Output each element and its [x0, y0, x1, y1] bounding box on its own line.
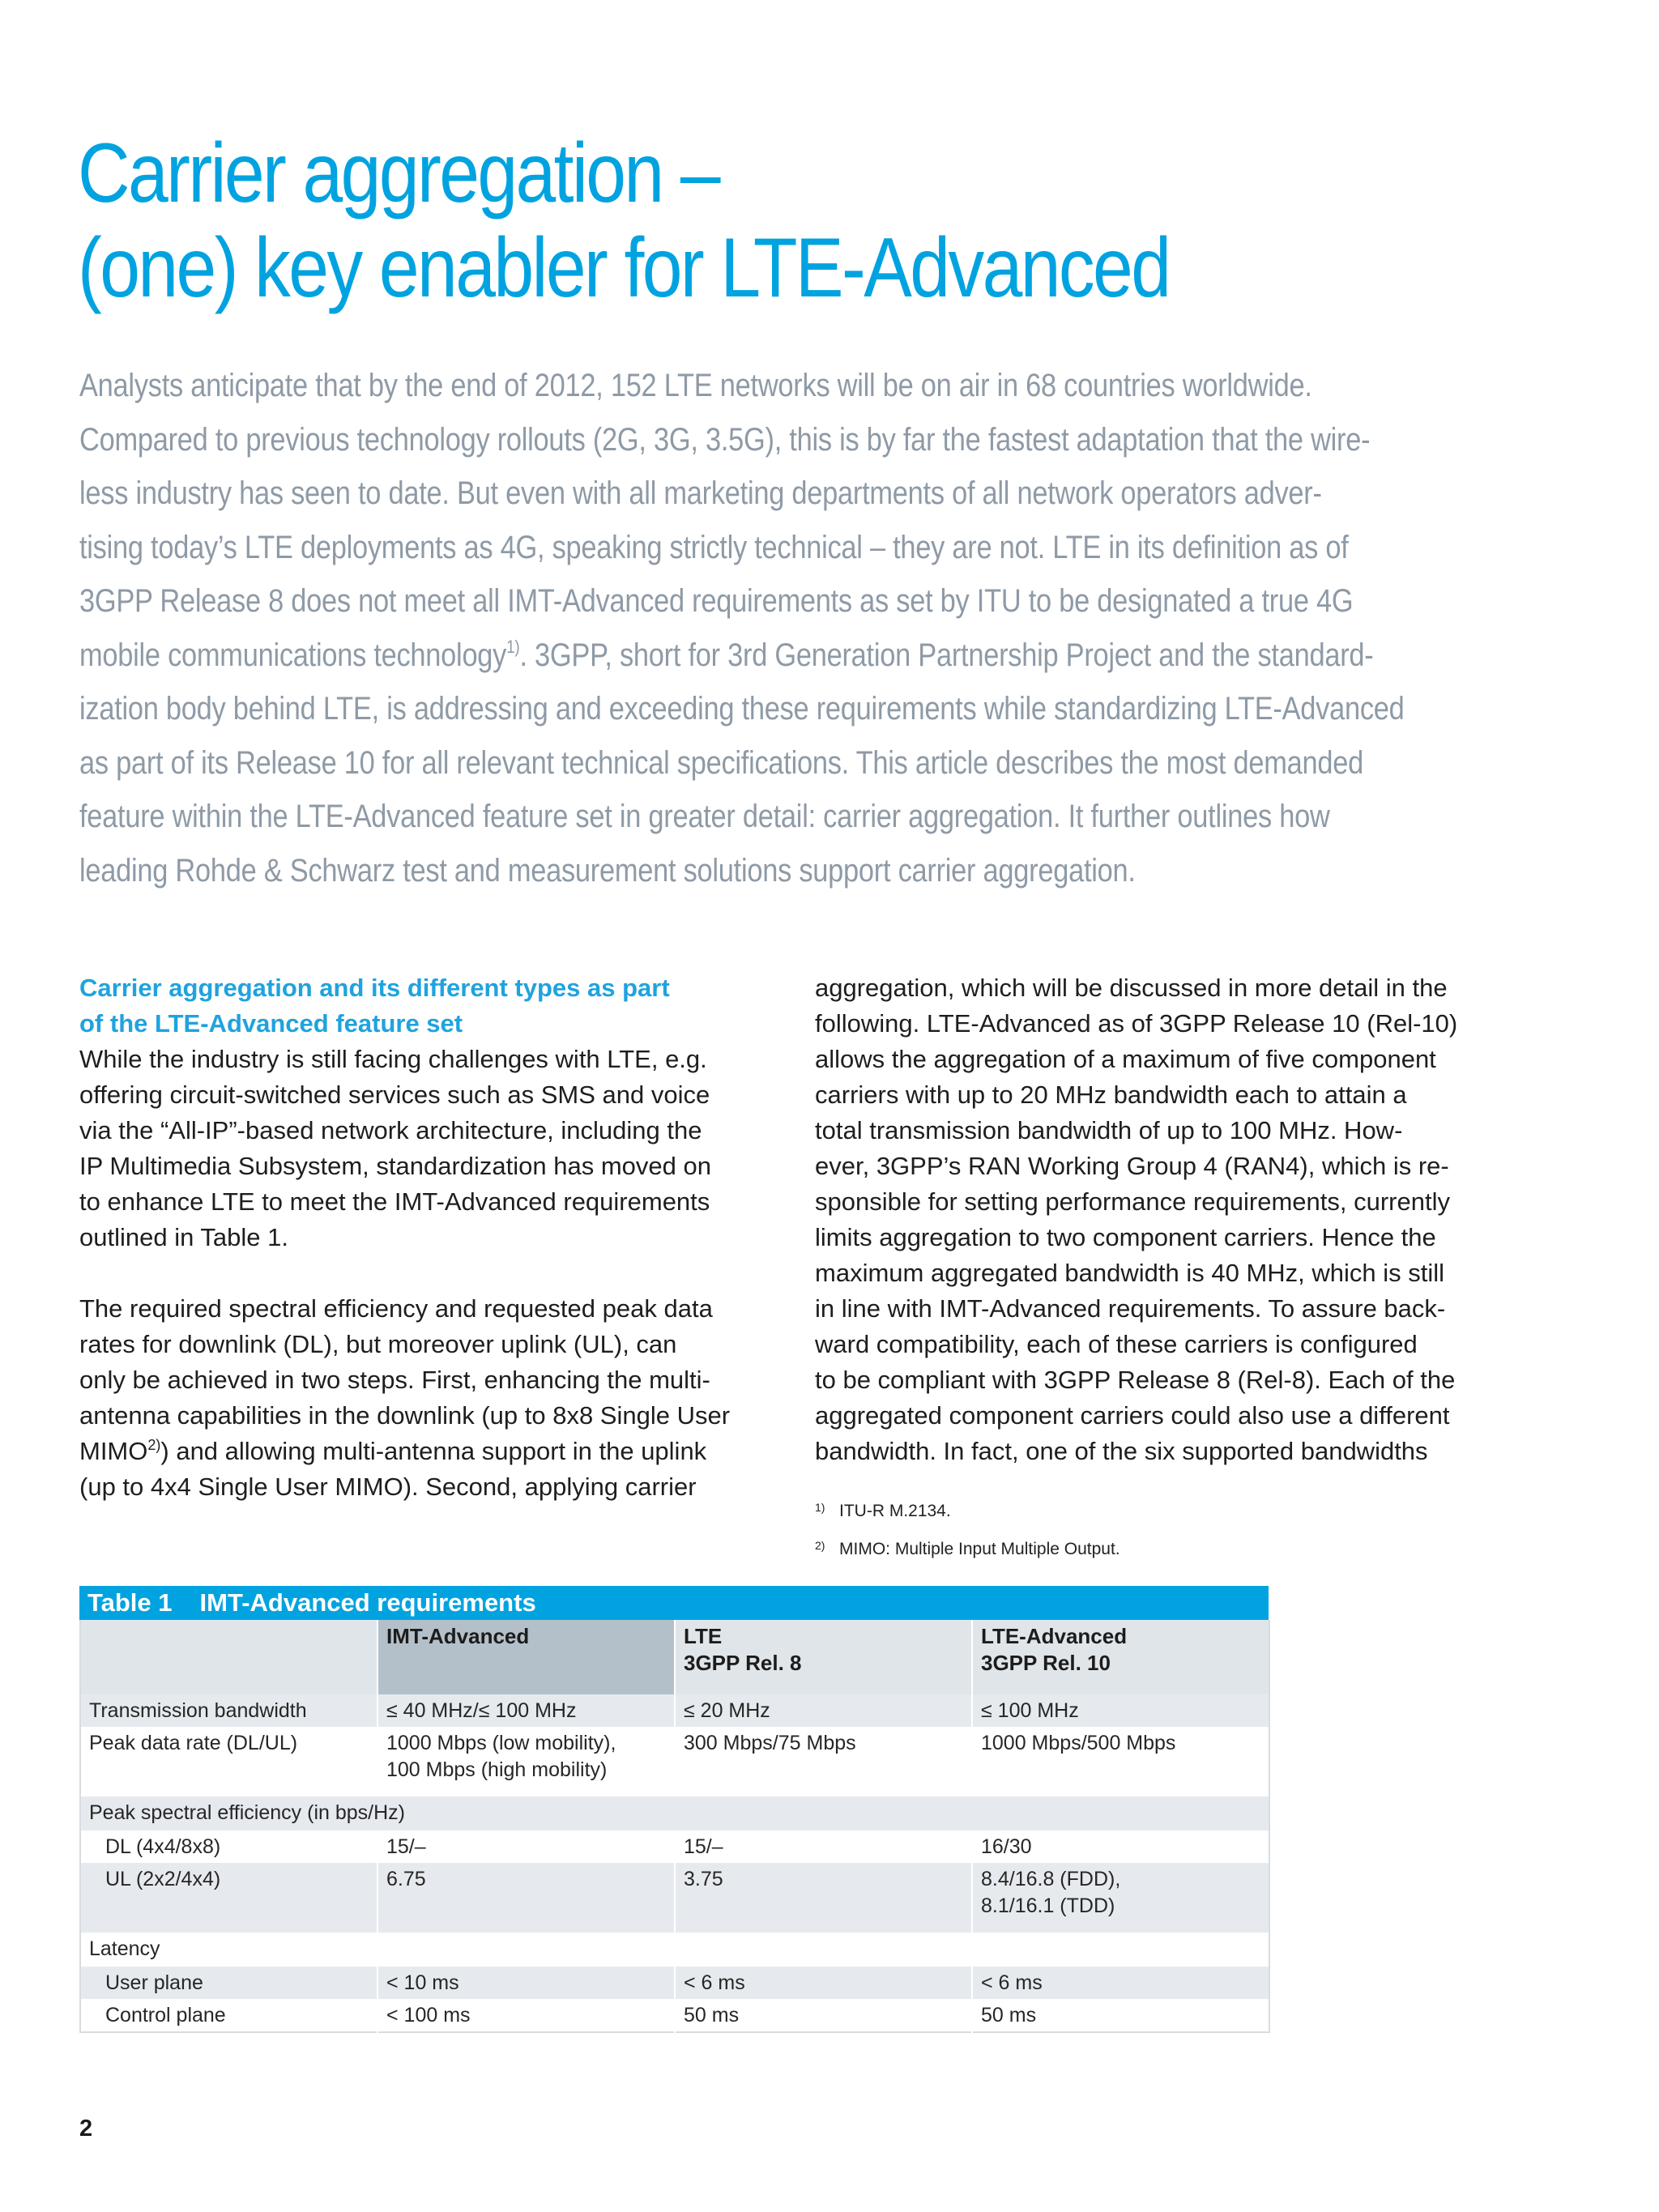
table-cell: 50 ms: [972, 1999, 1269, 2032]
table-cell: [377, 1727, 675, 1796]
left-column: [79, 970, 808, 1505]
footnote: [815, 1490, 1120, 1528]
body-text: ) and allowing multi-antenna support in the uplink: [160, 1437, 707, 1465]
header-text: 3GPP Rel. 10: [981, 1651, 1111, 1675]
header-text: 3GPP Rel. 8: [684, 1651, 802, 1675]
header-text: LTE-Advanced: [981, 1624, 1128, 1648]
table-section-row: [80, 1796, 1269, 1831]
section-heading: Carrier aggregation and its different types as part: [79, 974, 670, 1002]
cell-text: 8.1/16.1 (TDD): [981, 1894, 1115, 1917]
table-header-row: [80, 1620, 1269, 1694]
table-number: Table 1: [87, 1588, 173, 1617]
lead-line: Analysts anticipate that by the end of 2012, 152 LTE networks will be on air in 68 countries worldwide.: [79, 368, 1312, 403]
lead-text: mobile communications technology: [79, 637, 507, 673]
body-line: rates for downlink (DL), but moreover uplink (UL), can: [79, 1330, 677, 1358]
body-line: sponsible for setting performance requirements, currently: [815, 1187, 1450, 1216]
table-cell: 15/–: [377, 1831, 675, 1863]
section-heading: of the LTE-Advanced feature set: [79, 1009, 463, 1038]
body-line: limits aggregation to two component carriers. Hence the: [815, 1223, 1436, 1251]
title-line-1: Carrier aggregation –: [78, 126, 719, 220]
body-line: IP Multimedia Subsystem, standardization has moved on: [79, 1152, 711, 1180]
footnote-ref: 2): [147, 1437, 161, 1453]
row-label: DL (4x4/8x8): [80, 1831, 377, 1863]
body-line: total transmission bandwidth of up to 100 MHz. How-: [815, 1116, 1403, 1144]
table-cell: < 100 ms: [377, 1999, 675, 2032]
body-line: only be achieved in two steps. First, enhancing the multi-: [79, 1366, 710, 1394]
lead-line: feature within the LTE-Advanced feature set in greater detail: carrier aggregation. It further outlines how: [79, 799, 1330, 834]
body-line: While the industry is still facing challenges with LTE, e.g.: [79, 1045, 707, 1073]
lead-line: less industry has seen to date. But even with all marketing departments of all network operators adver-: [79, 475, 1322, 511]
table-row: [80, 1999, 1269, 2032]
body-line: via the “All-IP”-based network architecture, including the: [79, 1116, 702, 1144]
footnote-ref: 1): [506, 636, 520, 657]
table-caption: [79, 1586, 1269, 1620]
lead-line: tising today’s LTE deployments as 4G, speaking strictly technical – they are not. LTE in its definition as of: [79, 529, 1349, 565]
table-cell: ≤ 40 MHz/≤ 100 MHz: [377, 1694, 675, 1727]
lead-line: leading Rohde & Schwarz test and measurement solutions support carrier aggregation.: [79, 852, 1136, 889]
body-line: offering circuit-switched services such as SMS and voice: [79, 1080, 710, 1109]
body-line: in line with IMT-Advanced requirements. To assure back-: [815, 1294, 1446, 1323]
body-line: to be compliant with 3GPP Release 8 (Rel-8). Each of the: [815, 1366, 1456, 1394]
header-blank: [80, 1620, 377, 1694]
header-imt-advanced: [377, 1620, 675, 1694]
table-cell: < 6 ms: [972, 1967, 1269, 1999]
footnote-text: ITU-R M.2134.: [839, 1502, 951, 1520]
body-line: ward compatibility, each of these carriers is configured: [815, 1330, 1418, 1358]
table-row: [80, 1831, 1269, 1863]
table-title: IMT-Advanced requirements: [199, 1588, 536, 1617]
footnote-text: MIMO: Multiple Input Multiple Output.: [839, 1540, 1120, 1558]
header-lte-advanced: [972, 1620, 1269, 1694]
body-line: allows the aggregation of a maximum of five component: [815, 1045, 1436, 1073]
table-cell: < 10 ms: [377, 1967, 675, 1999]
paragraph-gap: [79, 1255, 808, 1291]
row-label: User plane: [80, 1967, 377, 1999]
lead-text: . 3GPP, short for 3rd Generation Partnership Project and the standard-: [519, 637, 1374, 673]
header-lte: [675, 1620, 972, 1694]
body-line: (up to 4x4 Single User MIMO). Second, applying carrier: [79, 1473, 697, 1501]
lead-line: [79, 629, 1598, 683]
table-section-row: [80, 1933, 1269, 1967]
body-line: antenna capabilities in the downlink (up to 8x8 Single User: [79, 1401, 731, 1430]
data-table: [79, 1620, 1270, 2033]
row-label: UL (2x2/4x4): [80, 1863, 377, 1933]
footnotes: [815, 1490, 1120, 1566]
body-line: The required spectral efficiency and requested peak data: [79, 1294, 713, 1323]
body-line: carriers with up to 20 MHz bandwidth each to attain a: [815, 1080, 1407, 1109]
table-row: [80, 1863, 1269, 1933]
lead-line: Compared to previous technology rollouts (2G, 3G, 3.5G), this is by far the fastest adaptation that the wire-: [79, 421, 1371, 458]
table-cell: 1000 Mbps/500 Mbps: [972, 1727, 1269, 1796]
body-line: maximum aggregated bandwidth is 40 MHz, which is still: [815, 1259, 1445, 1287]
body-line: bandwidth. In fact, one of the six supported bandwidths: [815, 1437, 1428, 1465]
body-line: aggregation, which will be discussed in more detail in the: [815, 974, 1448, 1002]
lead-line: as part of its Release 10 for all relevant technical specifications. This article describes the most demanded: [79, 744, 1364, 781]
table-cell: 300 Mbps/75 Mbps: [675, 1727, 972, 1796]
table-cell: < 6 ms: [675, 1967, 972, 1999]
page-number: 2: [79, 2116, 93, 2142]
body-line: ever, 3GPP’s RAN Working Group 4 (RAN4), which is re-: [815, 1152, 1449, 1180]
table-cell: 15/–: [675, 1831, 972, 1863]
header-text: LTE: [684, 1624, 723, 1648]
title-line-2: (one) key enabler for LTE-Advanced: [78, 221, 1170, 315]
table-row: [80, 1727, 1269, 1796]
footnote-mark: 1): [815, 1501, 825, 1514]
row-label: Peak data rate (DL/UL): [80, 1727, 377, 1796]
table-cell: 50 ms: [675, 1999, 972, 2032]
body-line: to enhance LTE to meet the IMT-Advanced requirements: [79, 1187, 710, 1216]
body-line: outlined in Table 1.: [79, 1223, 288, 1251]
cell-text: 1000 Mbps (low mobility),: [386, 1732, 616, 1754]
lead-paragraph: [79, 359, 1598, 897]
cell-text: 8.4/16.8 (FDD),: [981, 1868, 1121, 1890]
table-cell: 16/30: [972, 1831, 1269, 1863]
table-row: [80, 1694, 1269, 1727]
lead-line: ization body behind LTE, is addressing and exceeding these requirements while standardizing LTE-Advanced: [79, 691, 1405, 727]
cell-text: 100 Mbps (high mobility): [386, 1758, 608, 1781]
table-row: [80, 1967, 1269, 1999]
table-cell: ≤ 20 MHz: [675, 1694, 972, 1727]
table-cell: [972, 1863, 1269, 1933]
row-label: Transmission bandwidth: [80, 1694, 377, 1727]
body-line: [79, 1434, 808, 1469]
body-line: following. LTE-Advanced as of 3GPP Release 10 (Rel-10): [815, 1009, 1458, 1038]
body-line: aggregated component carriers could also use a different: [815, 1401, 1450, 1430]
table-cell: ≤ 100 MHz: [972, 1694, 1269, 1727]
table-cell: 3.75: [675, 1863, 972, 1933]
requirements-table: [79, 1586, 1269, 2033]
footnote: [815, 1528, 1120, 1566]
footnote-mark: 2): [815, 1539, 825, 1552]
section-label: Peak spectral efficiency (in bps/Hz): [80, 1796, 1269, 1831]
lead-line: 3GPP Release 8 does not meet all IMT-Advanced requirements as set by ITU to be designated a true 4G: [79, 583, 1354, 619]
body-text: MIMO: [79, 1437, 148, 1465]
right-column: [815, 970, 1544, 1469]
article-title: [78, 126, 1332, 316]
row-label: Control plane: [80, 1999, 377, 2032]
header-text: IMT-Advanced: [386, 1624, 530, 1648]
table-cell: 6.75: [377, 1863, 675, 1933]
section-label: Latency: [80, 1933, 1269, 1967]
